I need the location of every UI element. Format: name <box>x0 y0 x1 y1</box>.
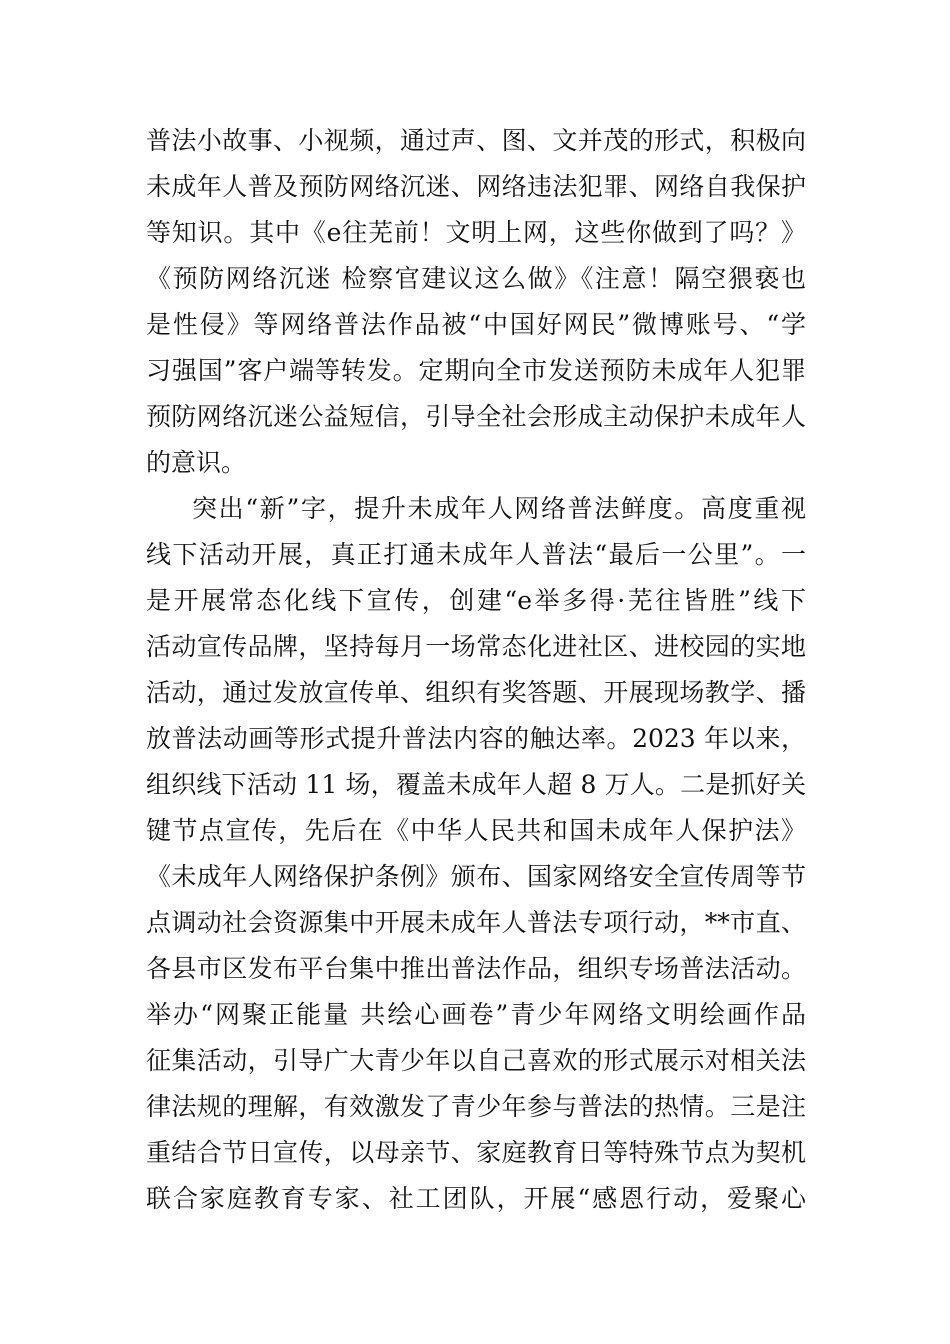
paragraph-2-line-14: 律法规的理解，有效激发了青少年参与普法的热情。三是注 <box>146 1092 806 1121</box>
paragraph-1-line-8: 的意识。 <box>146 448 247 477</box>
document-body <box>146 118 806 1222</box>
paragraph-2-line-12: 举办“网聚正能量 共绘心画卷”青少年网络文明绘画作品 <box>146 1000 806 1029</box>
paragraph-2-line-15: 重结合节日宣传，以母亲节、家庭教育日等特殊节点为契机 <box>146 1138 806 1167</box>
paragraph-2-line-1: 突出“新”字，提升未成年人网络普法鲜度。高度重视 <box>192 494 806 523</box>
paragraph-1-line-7: 预防网络沉迷公益短信，引导全社会形成主动保护未成年人 <box>146 402 806 431</box>
paragraph-1-line-1: 普法小故事、小视频，通过声、图、文并茂的形式，积极向 <box>146 126 806 155</box>
paragraph-2-line-4: 活动宣传品牌，坚持每月一场常态化进社区、进校园的实地 <box>146 632 806 661</box>
paragraph-2-line-11: 各县市区发布平台集中推出普法作品，组织专场普法活动。 <box>146 954 806 983</box>
paragraph-1-line-6: 习强国”客户端等转发。定期向全市发送预防未成年人犯罪 <box>146 356 806 385</box>
paragraph-2-line-7: 组织线下活动 11 场，覆盖未成年人超 8 万人。二是抓好关 <box>146 770 806 799</box>
paragraph-1-line-2: 未成年人普及预防网络沉迷、网络违法犯罪、网络自我保护 <box>146 172 806 201</box>
paragraph-1-line-3: 等知识。其中《e往芜前！文明上网，这些你做到了吗？》 <box>146 218 806 247</box>
paragraph-2-line-9: 《未成年人网络保护条例》颁布、国家网络安全宣传周等节 <box>146 862 806 891</box>
paragraph-2-line-3: 是开展常态化线下宣传，创建“e举多得·芜往皆胜”线下 <box>146 586 806 615</box>
paragraph-2-line-10: 点调动社会资源集中开展未成年人普法专项行动，**市直、 <box>146 908 806 937</box>
paragraph-1-line-5: 是性侵》等网络普法作品被“中国好网民”微博账号、“学 <box>146 310 806 339</box>
paragraph-2-line-8: 键节点宣传，先后在《中华人民共和国未成年人保护法》 <box>146 816 806 845</box>
paragraph-2-line-2: 线下活动开展，真正打通未成年人普法“最后一公里”。一 <box>146 540 806 569</box>
paragraph-2-line-16: 联合家庭教育专家、社工团队，开展“感恩行动，爱聚心 <box>146 1184 806 1213</box>
paragraph-2-line-13: 征集活动，引导广大青少年以自己喜欢的形式展示对相关法 <box>146 1046 806 1075</box>
paragraph-1-line-4: 《预防网络沉迷 检察官建议这么做》《注意！隔空猥亵也 <box>146 264 806 293</box>
paragraph-2-line-6: 放普法动画等形式提升普法内容的触达率。2023 年以来， <box>146 724 806 753</box>
paragraph-2-line-5: 活动，通过发放宣传单、组织有奖答题、开展现场教学、播 <box>146 678 806 707</box>
